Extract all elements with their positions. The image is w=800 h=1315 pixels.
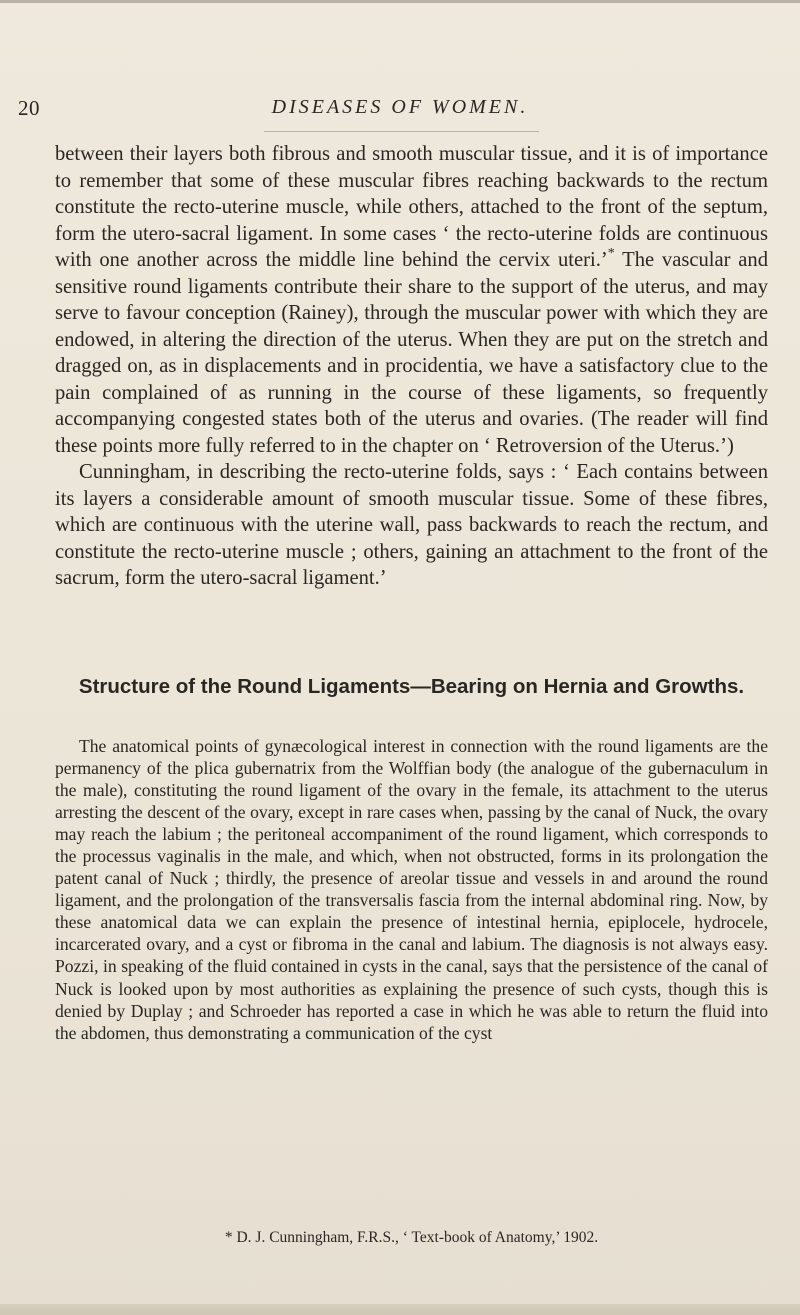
paragraph: The anatomical points of gynæcological interest in connection with the round ligaments are the permanency of the plica gubernatrix from the Wolffian body (the analogue of the gubernaculum in the male), constituting the round ligament of the ovary in the female, its attachment to the uterus arresting the descent of the ovary, except in rare cases when, passing by the canal of Nuck, the ovary may reach the labium ; the peritoneal accompaniment of the round ligament, which corresponds to the processus vaginalis in the male, and which, when not obstructed, forms in its prolongation the patent canal of Nuck ; thirdly, the presence of areolar tissue and vessels in and around the round ligament, and the prolongation of the transversalis fascia from the internal abdominal ring. Now, by these anatomical data we can explain the presence of intestinal hernia, epiplocele, hydrocele, incarcerated ovary, and a cyst or fibroma in the canal and labium. The diagnosis is not always easy. Pozzi, in speaking of the fluid contained in cysts in the canal, says that the persistence of the canal of Nuck is looked upon by most authorities as explaining the presence of such cysts, though this is denied by Duplay ; and Schroeder has reported a case in which he was able to return the fluid into the abdomen, thus demonstrating a communication of the cyst xyxy=(55,736,768,1043)
footnote-marker: * xyxy=(607,246,615,261)
section-text xyxy=(55,735,768,1044)
section-heading: Structure of the Round Ligaments—Bearing on Hernia and Growths. xyxy=(78,675,745,698)
footnote: * D. J. Cunningham, F.R.S., ‘ Text-book of Anatomy,’ 1902. xyxy=(224,1229,599,1246)
page-header xyxy=(0,96,800,126)
main-text xyxy=(55,141,768,592)
paragraph: Cunningham, in describing the recto-uterine folds, says : ‘ Each contains between its layers a considerable amount of smooth muscular tissue. Some of these fibres, which are continuous with the uterine wall, pass backwards to reach the rectum, and constitute the recto-uterine muscle ; others, gaining an attachment to the front of the sacrum, form the utero-sacral ligament.’ xyxy=(55,461,768,589)
running-title: DISEASES OF WOMEN. xyxy=(271,96,529,118)
page-bottom-edge xyxy=(0,1304,800,1315)
paragraph-text: between their layers both fibrous and smooth muscular tissue, and it is of importance to remember that some of these muscular fibres reaching backwards to the rectum constitute the recto-uterine muscle, while others, attached to the front of the septum, form the utero-sacral ligament. In some cases ‘ the recto-uterine folds are continuous with one another across the middle line behind the cervix uteri.’ xyxy=(55,143,768,271)
paragraph-text: The vascular and sensitive round ligaments contribute their share to the support of the uterus, and may serve to favour conception (Rainey), through the muscular power with which they are endowed, in altering the direction of the uterus. When they are put on the stretch and dragged on, as in displacements and in procidentia, we have a satisfactory clue to the pain complained of as running in the course of these ligaments, so frequently accompanying congested states both of the uterus and ovaries. (The reader will find these points more fully referred to in the chapter on ‘ Retroversion of the Uterus.’) xyxy=(55,249,768,457)
header-rule xyxy=(264,131,539,132)
paragraph xyxy=(55,141,768,459)
page-top-edge xyxy=(0,0,800,3)
page-number: 20 xyxy=(18,96,40,120)
